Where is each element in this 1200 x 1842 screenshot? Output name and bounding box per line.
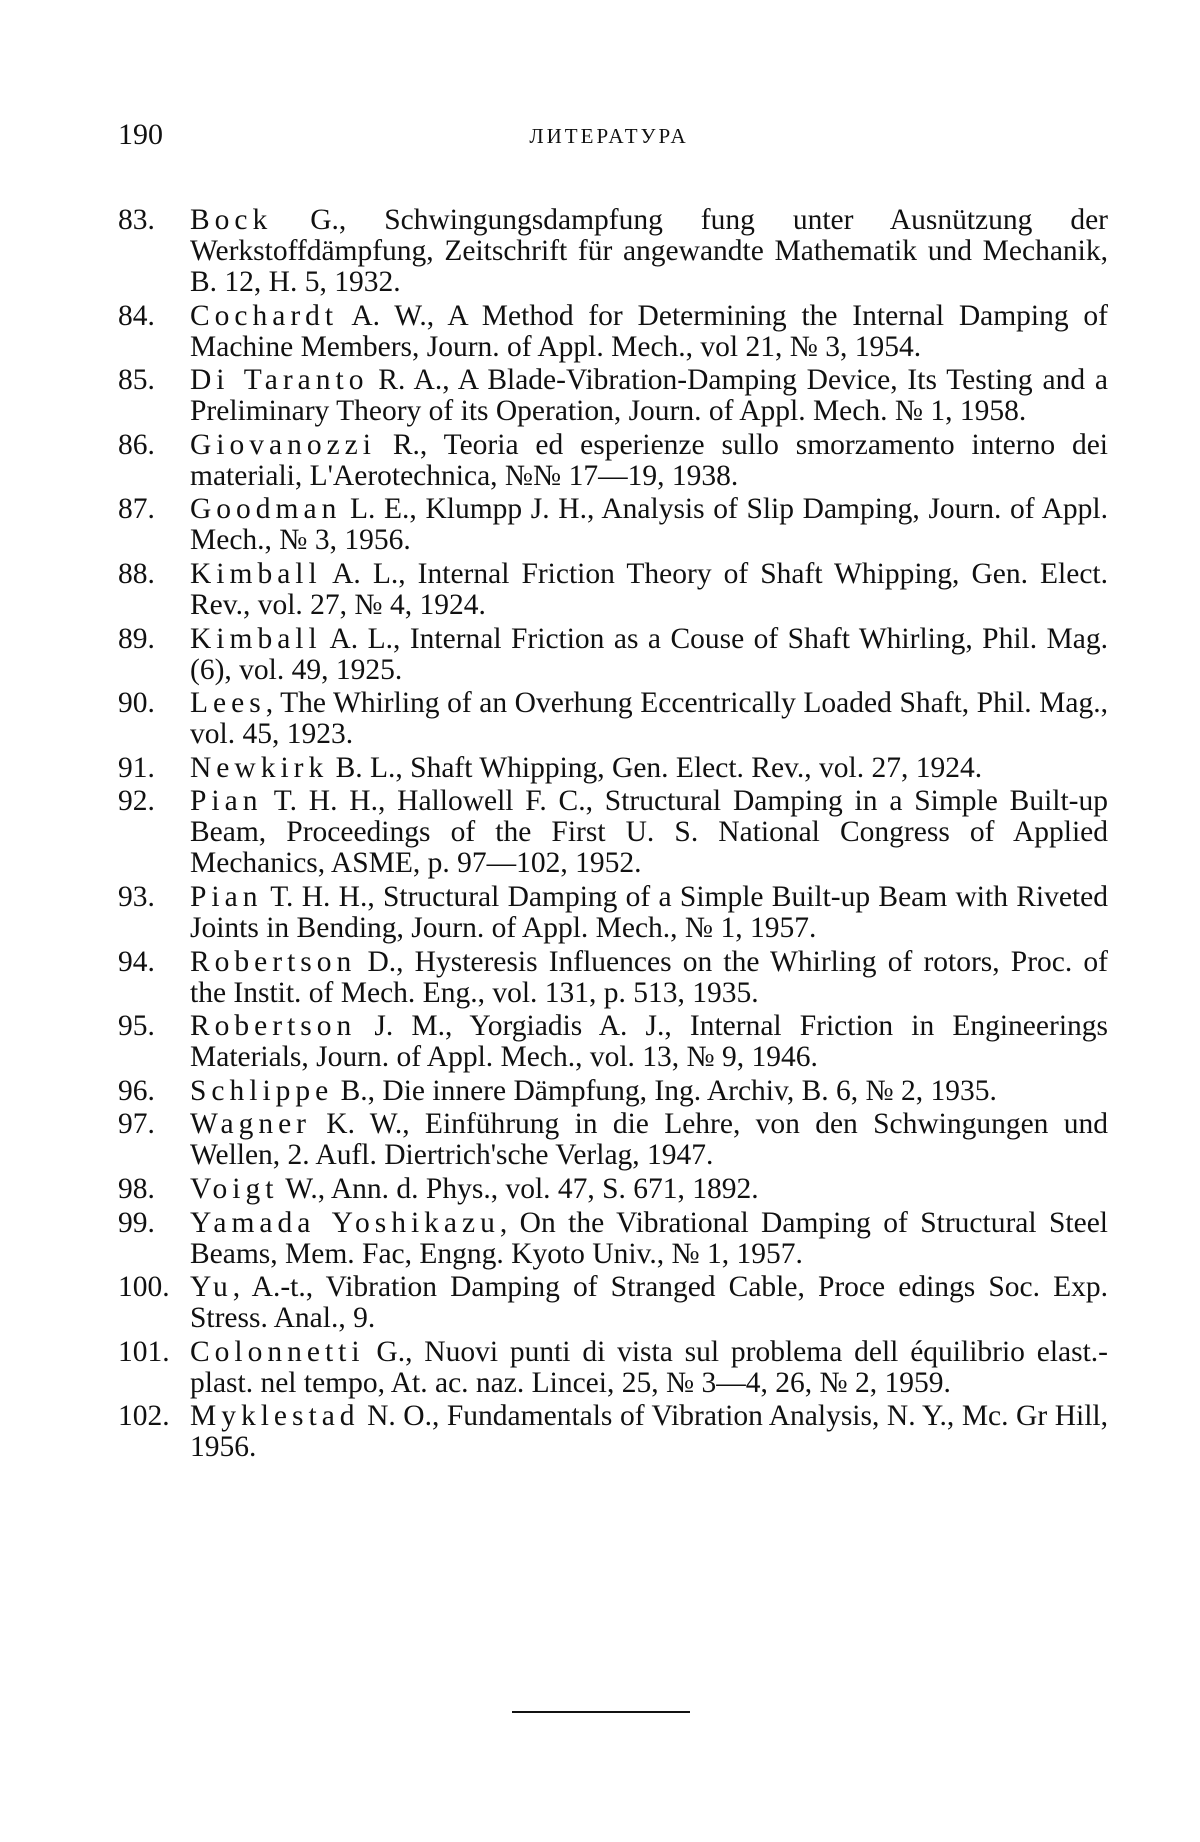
reference-text: , On the Vibrational Damping of Structural Steel Beams, Mem. Fac, Engng. Kyoto Univ., № 1, 1957.	[190, 1206, 1108, 1270]
reference-text: T. H. H., Hallowell F. C., Structural Damping in a Simple Built-up Beam, Proceedings of the First U. S. National Congress of Applied Mechanics, ASME, p. 97—102, 1952.	[190, 785, 1108, 880]
reference-item	[118, 688, 1108, 750]
reference-item	[118, 1401, 1108, 1463]
reference-author: Kimball	[190, 557, 322, 590]
reference-list	[118, 205, 1108, 1466]
reference-item	[118, 1109, 1108, 1171]
reference-author: Di Taranto	[190, 364, 369, 397]
reference-text: W., Ann. d. Phys., vol. 47, S. 671, 1892.	[278, 1172, 759, 1205]
reference-number: 85.	[118, 364, 155, 397]
reference-author: Newkirk	[190, 751, 329, 784]
reference-author: Giovanozzi	[190, 428, 376, 461]
reference-number: 87.	[118, 493, 155, 526]
reference-item	[118, 1337, 1108, 1399]
reference-text: R., Teoria ed esperienze sullo smorzamento interno dei materiali, L'Aerotechnica, №№ 17—19, 1938.	[190, 428, 1108, 492]
reference-text: B., Die innere Dämpfung, Ing. Archiv, B. 6, № 2, 1935.	[333, 1074, 997, 1107]
reference-item	[118, 1076, 1108, 1107]
reference-item	[118, 365, 1108, 427]
reference-item	[118, 786, 1108, 879]
reference-item	[118, 624, 1108, 686]
reference-item	[118, 1011, 1108, 1073]
reference-author: Wagner	[190, 1108, 311, 1141]
reference-text: R. A., A Blade-Vibration-Damping Device, Its Testing and a Preliminary Theory of its Operation, Journ. of Appl. Mech. № 1, 1958.	[190, 364, 1108, 428]
end-rule	[512, 1711, 690, 1713]
reference-author: Voigt	[190, 1172, 279, 1205]
reference-item	[118, 205, 1108, 298]
reference-text: A. L., Internal Friction as a Couse of Shaft Whirling, Phil. Mag. (6), vol. 49, 1925.	[190, 622, 1108, 686]
reference-item	[118, 1208, 1108, 1270]
reference-text: B. L., Shaft Whipping, Gen. Elect. Rev., vol. 27, 1924.	[328, 751, 983, 784]
running-title: ЛИТЕРАТУРА	[529, 124, 689, 148]
reference-number: 95.	[118, 1010, 155, 1043]
reference-author: Cochardt	[190, 299, 339, 332]
reference-number: 93.	[118, 880, 155, 913]
reference-author: Pian	[190, 785, 263, 818]
reference-number: 88.	[118, 557, 155, 590]
page-number: 190	[118, 118, 163, 151]
reference-item	[118, 301, 1108, 363]
reference-item	[118, 1272, 1108, 1334]
page-header	[118, 118, 1100, 162]
reference-author: Schlippe	[190, 1074, 334, 1107]
reference-author: Yamada Yoshikazu	[190, 1206, 500, 1239]
reference-number: 99.	[118, 1206, 155, 1239]
reference-number: 90.	[118, 687, 155, 720]
reference-author: Bock	[190, 204, 273, 236]
reference-author: Robertson	[190, 1010, 357, 1043]
reference-item	[118, 1174, 1108, 1205]
reference-author: Robertson	[190, 945, 357, 978]
reference-text: A. L., Internal Friction Theory of Shaft Whipping, Gen. Elect. Rev., vol. 27, № 4, 1924.	[190, 557, 1108, 621]
reference-text: G., Nuovi punti di vista sul problema dell équilibrio elast.-plast. nel tempo, At. ac. naz. Lincei, 25, № 3—4, 26, № 2, 1959.	[190, 1335, 1108, 1399]
reference-text: J. M., Yorgiadis A. J., Internal Friction in Engineerings Materials, Journ. of Appl. Mech., vol. 13, № 9, 1946.	[190, 1010, 1108, 1074]
reference-item	[118, 430, 1108, 492]
reference-number: 83.	[118, 204, 155, 236]
reference-number: 89.	[118, 622, 155, 655]
reference-item	[118, 947, 1108, 1009]
reference-number: 96.	[118, 1074, 155, 1107]
reference-number: 98.	[118, 1172, 155, 1205]
reference-text: K. W., Einführung in die Lehre, von den Schwingungen und Wellen, 2. Aufl. Diertrich'sche Verlag, 1947.	[190, 1108, 1108, 1172]
reference-author: Colonnetti	[190, 1335, 365, 1368]
reference-number: 86.	[118, 428, 155, 461]
reference-text: N. O., Fundamentals of Vibration Analysis, N. Y., Mc. Gr Hill, 1956.	[190, 1400, 1108, 1464]
reference-number: 100.	[118, 1271, 170, 1304]
reference-number: 102.	[118, 1400, 170, 1433]
reference-number: 92.	[118, 785, 155, 818]
reference-text: L. E., Klumpp J. H., Analysis of Slip Damping, Journ. of Appl. Mech., № 3, 1956.	[190, 493, 1108, 557]
reference-author: Myklestad	[190, 1400, 360, 1433]
reference-number: 101.	[118, 1335, 170, 1368]
reference-text: D., Hysteresis Influences on the Whirling of rotors, Proc. of the Instit. of Mech. Eng., vol. 131, p. 513, 1935.	[190, 945, 1108, 1009]
reference-item	[118, 494, 1108, 556]
reference-author: Pian	[190, 880, 263, 913]
reference-author: Goodman	[190, 493, 342, 526]
reference-number: 97.	[118, 1108, 155, 1141]
reference-text: T. H. H., Structural Damping of a Simple Built-up Beam with Riveted Joints in Bending, Journ. of Appl. Mech., № 1, 1957.	[190, 880, 1108, 944]
reference-author: Lees	[190, 687, 266, 720]
reference-item	[118, 882, 1108, 944]
reference-number: 84.	[118, 299, 155, 332]
reference-text: G., Schwingungsdampfung fung unter Ausnützung der Werkstoffdämpfung, Zeitschrift für angewandte Mathematik und Mechanik, B. 12, H. 5, 1932.	[190, 204, 1108, 298]
reference-number: 91.	[118, 751, 155, 784]
reference-number: 94.	[118, 945, 155, 978]
reference-item	[118, 559, 1108, 621]
reference-item	[118, 753, 1108, 784]
reference-text: , A.-t., Vibration Damping of Stranged Cable, Proce edings Soc. Exp. Stress. Anal., 9.	[190, 1271, 1108, 1335]
reference-text: A. W., A Method for Determining the Internal Damping of Machine Members, Journ. of Appl. Mech., vol 21, № 3, 1954.	[190, 299, 1108, 363]
reference-text: , The Whirling of an Overhung Eccentrically Loaded Shaft, Phil. Mag., vol. 45, 1923.	[190, 687, 1108, 751]
reference-author: Kimball	[190, 622, 322, 655]
reference-author: Yu	[190, 1271, 233, 1304]
